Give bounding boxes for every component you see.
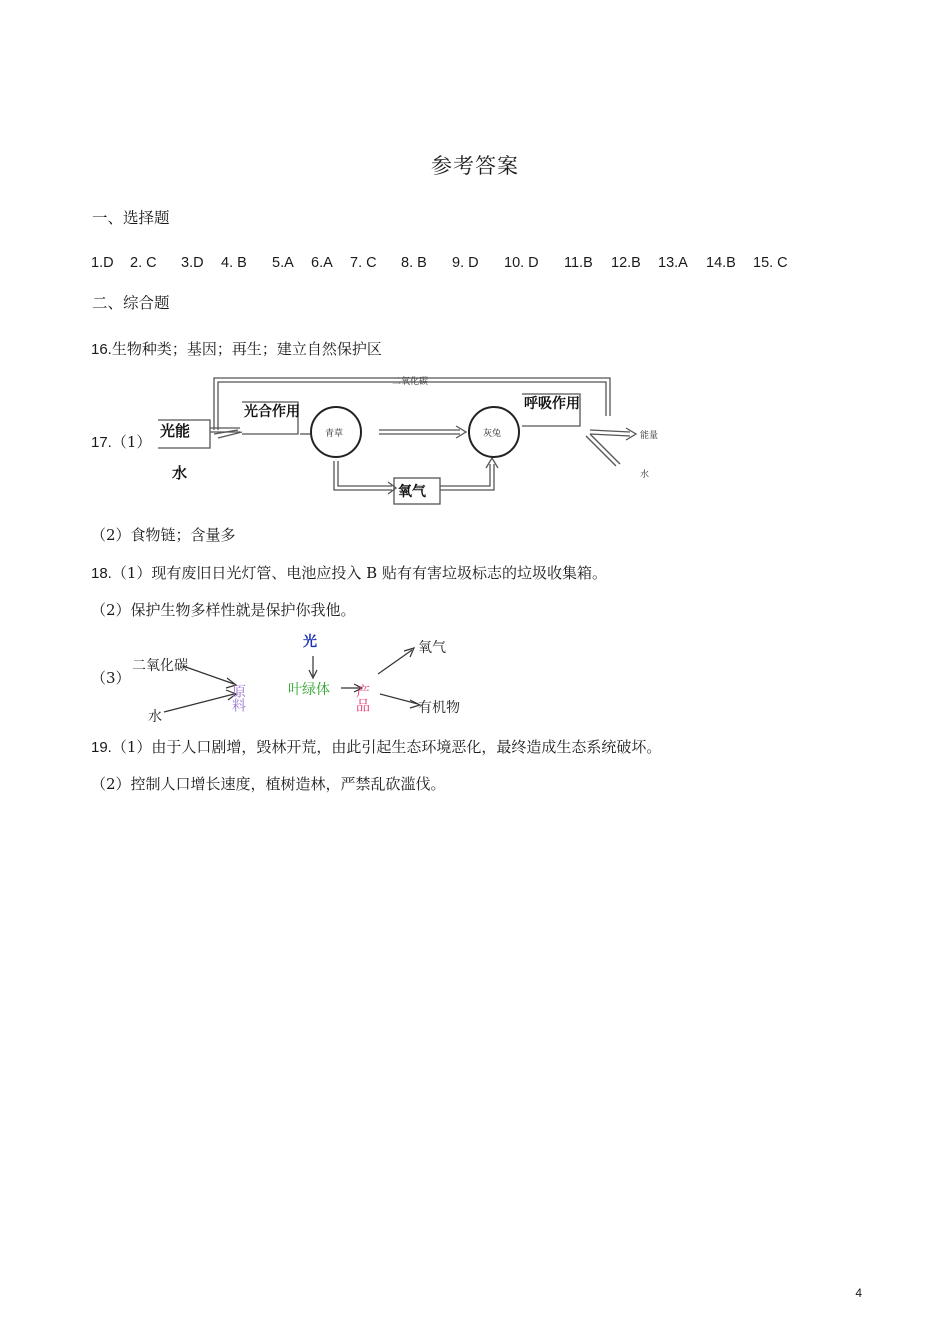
- page-number: 4: [855, 1286, 862, 1300]
- resp-to-water-arrow: [590, 434, 620, 464]
- energy-flow-diagram: [150, 368, 710, 516]
- grass-label: 青草: [325, 429, 344, 439]
- energy-output-label: 能量: [640, 431, 659, 441]
- answer-1: 1.D: [91, 255, 114, 271]
- answer-8: 8. B: [401, 255, 427, 271]
- photosynthesis-diagram: [128, 628, 488, 728]
- question-19-number: 19.: [91, 739, 112, 756]
- co2-label: 二氧化碳: [392, 377, 429, 387]
- light-label: 光: [303, 634, 317, 650]
- question-17-part1: [91, 431, 151, 452]
- oxygen-label: 氧气: [398, 484, 426, 500]
- question-17-part1-label: （1）: [111, 433, 152, 451]
- question-16: [91, 338, 382, 359]
- question-17-number: 17.: [91, 434, 112, 451]
- co2-label: 二氧化碳: [132, 658, 188, 674]
- question-18-part1-text: （1）现有废旧日光灯管、电池应投入 B 贴有有害垃圾标志的垃圾收集箱。: [111, 564, 607, 582]
- oxygen-output-label: 氧气: [418, 640, 446, 656]
- question-16-number: 16.: [91, 341, 112, 358]
- water-output-label: 水: [640, 470, 650, 480]
- question-19-part1: [91, 736, 661, 757]
- question-17-part2: （2）食物链；含量多: [91, 526, 236, 544]
- answer-6: 6.A: [311, 255, 333, 271]
- answer-10: 10. D: [504, 255, 539, 271]
- photosynthesis-label: 光合作用: [244, 404, 300, 420]
- section-heading-comprehensive: 二、综合题: [92, 294, 170, 312]
- question-19-part1-text: （1）由于人口剧增，毁林开荒，由此引起生态环境恶化，最终造成生态系统破坏。: [111, 738, 662, 756]
- light-energy-label: 光能: [160, 422, 191, 440]
- answer-12: 12.B: [611, 255, 641, 271]
- answer-14: 14.B: [706, 255, 736, 271]
- products-label: 产品: [354, 684, 370, 712]
- chloroplast-label: 叶绿体: [288, 682, 330, 698]
- answer-4: 4. B: [221, 255, 247, 271]
- organic-matter-label: 有机物: [418, 700, 460, 716]
- answer-9: 9. D: [452, 255, 479, 271]
- question-18-part1: [91, 562, 607, 583]
- rabbit-label: 灰兔: [483, 429, 502, 439]
- answer-13: 13.A: [658, 255, 688, 271]
- resp-to-energy-arrow: [590, 430, 630, 432]
- raw-materials-label: 原料: [230, 684, 246, 712]
- question-18-number: 18.: [91, 565, 112, 582]
- question-19-part2: （2）控制人口增长速度，植树造林，严禁乱砍滥伐。: [91, 775, 446, 793]
- answer-5: 5.A: [272, 255, 294, 271]
- answer-2: 2. C: [130, 255, 157, 271]
- answer-7: 7. C: [350, 255, 377, 271]
- answer-11: 11.B: [564, 255, 593, 271]
- answer-15: 15. C: [753, 255, 788, 271]
- question-18-part2: （2）保护生物多样性就是保护你我他。: [91, 601, 356, 619]
- water-input-label: 水: [172, 464, 188, 482]
- question-16-answer: 生物种类；基因；再生；建立自然保护区: [111, 340, 382, 358]
- section-heading-choice: 一、选择题: [92, 209, 170, 227]
- water-label: 水: [148, 709, 162, 725]
- question-18-part3: （3）: [91, 669, 131, 687]
- page-title: 参考答案: [431, 154, 519, 178]
- answer-3: 3.D: [181, 255, 204, 271]
- respiration-label: 呼吸作用: [524, 396, 580, 412]
